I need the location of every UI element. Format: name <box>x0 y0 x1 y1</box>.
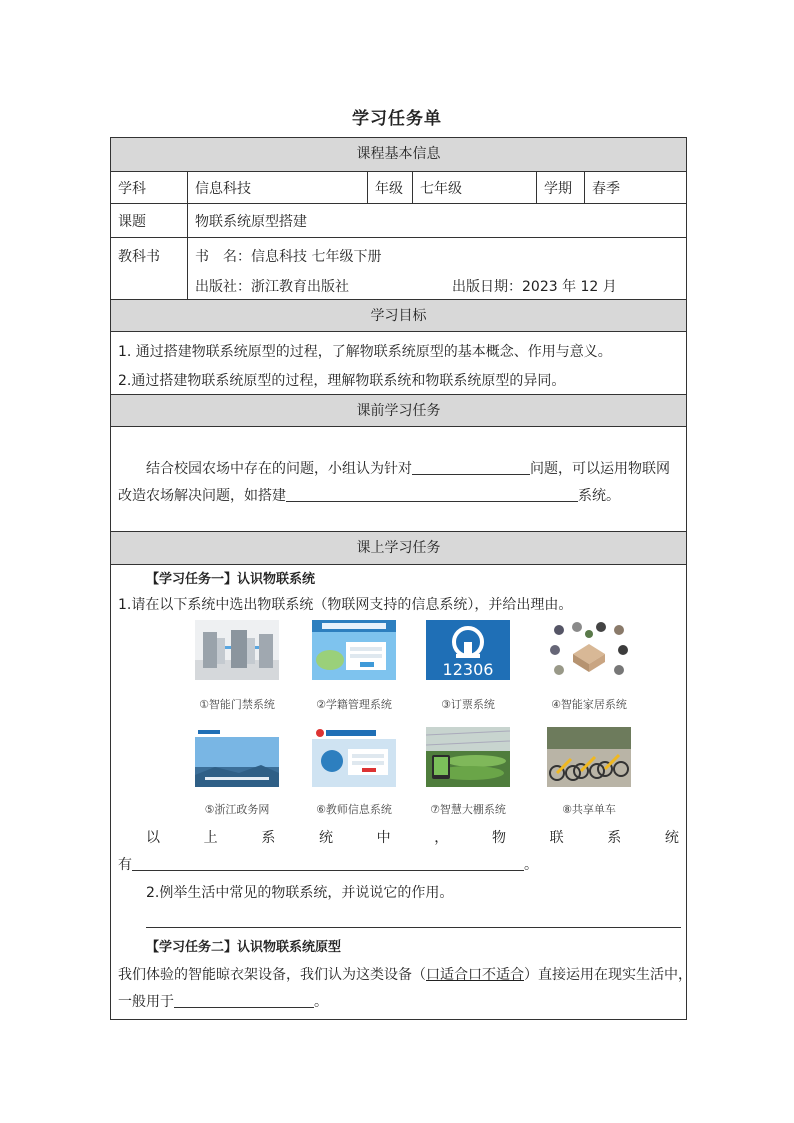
term-value: 春季 <box>584 172 688 203</box>
task1-question: 1.请在以下系统中选出物联系统（物联网支持的信息系统），并给出理由。 <box>118 597 573 613</box>
task1-title: 【学习任务一】认识物联系统 <box>146 572 316 587</box>
caption-teacher-info: ⑥教师信息系统 <box>316 803 392 816</box>
textbook-row <box>111 237 686 299</box>
gate-system-image <box>195 620 279 680</box>
answer-char: 物 <box>491 830 506 846</box>
answer-char: 上 <box>203 830 218 846</box>
example-answer-line[interactable] <box>146 927 681 928</box>
answer-char: 统 <box>318 830 333 846</box>
problem-blank[interactable] <box>412 460 530 475</box>
task-sheet-table <box>110 137 692 1020</box>
answer-char: 联 <box>549 830 564 846</box>
caption-gate: ①智能门禁系统 <box>199 698 275 711</box>
task2-usage-label: 一般用于 <box>118 994 174 1010</box>
task2-line-1 <box>118 964 692 984</box>
task2-text-start: 我们体验的智能晾衣架设备，我们认为这类设备（ <box>118 967 426 983</box>
answer-char: 中 <box>376 830 391 846</box>
subject-value: 信息科技 <box>187 172 367 203</box>
task2-title: 【学习任务二】认识物联系统原型 <box>146 940 342 955</box>
book-name: 书 名：信息科技 七年级下册 <box>195 249 382 265</box>
answer-line-1 <box>146 827 679 847</box>
pre-line-2-start: 改造农场解决问题，如搭建 <box>118 488 286 504</box>
pre-line-1-start: 结合校园农场中存在的问题，小组认为针对 <box>146 461 412 477</box>
caption-shared-bike: ⑧共享单车 <box>562 803 616 816</box>
section-pre-class <box>111 394 686 426</box>
section-goals <box>111 299 686 331</box>
suitability-choice[interactable]: 口适合口不适合 <box>426 967 524 983</box>
ticket-system-image <box>426 620 510 680</box>
publisher: 出版社：浙江教育出版社 <box>195 279 349 295</box>
system-blank[interactable] <box>286 487 578 502</box>
grade-label: 年级 <box>367 172 412 203</box>
iot-systems-blank[interactable] <box>132 856 524 871</box>
answer-char: 系 <box>607 830 622 846</box>
answer-char: 以 <box>146 830 160 846</box>
shared-bike-image <box>547 727 631 787</box>
in-class-body <box>111 564 692 1019</box>
topic-row <box>111 203 686 237</box>
pre-class-body <box>111 426 686 531</box>
caption-gov-portal: ⑤浙江政务网 <box>204 803 270 816</box>
answer-char: ， <box>434 830 449 846</box>
pre-line-1 <box>146 458 670 478</box>
pre-line-1-end: 问题，可以运用物联网 <box>530 461 670 477</box>
section-course-info <box>111 138 686 171</box>
section-in-class-label: 课上学习任务 <box>356 540 441 556</box>
section-in-class <box>111 531 686 564</box>
grade-value: 七年级 <box>412 172 536 203</box>
answer-char: 统 <box>664 830 679 846</box>
task2-text-end: ）直接运用在现实生活中， <box>524 967 692 983</box>
answer-end: 。 <box>524 857 538 873</box>
topic-label: 课题 <box>118 213 146 230</box>
task1-question-2: 2.例举生活中常见的物联系统，并说说它的作用。 <box>146 885 454 901</box>
caption-smart-home: ④智能家居系统 <box>551 698 627 711</box>
caption-ticket: ③订票系统 <box>441 698 495 711</box>
caption-greenhouse: ⑦智慧大棚系统 <box>430 803 506 816</box>
subject-label: 学科 <box>118 180 146 197</box>
section-goals-label: 学习目标 <box>370 308 427 324</box>
pre-line-2 <box>118 485 620 505</box>
gov-portal-image <box>195 727 279 787</box>
usage-blank[interactable] <box>174 993 314 1008</box>
topic-value: 物联系统原型搭建 <box>187 204 688 237</box>
smart-greenhouse-image <box>426 727 510 787</box>
goal-item-2: 2.通过搭建物联系统原型的过程，理解物联系统和物联系统原型的异同。 <box>118 373 566 389</box>
caption-registry: ②学籍管理系统 <box>316 698 392 711</box>
teacher-info-image <box>312 727 396 787</box>
ticket-number: 12306 <box>442 660 494 679</box>
goal-item-1: 1. 通过搭建物联系统原型的过程，了解物联系统原型的基本概念、作用与意义。 <box>118 344 612 360</box>
section-course-info-label: 课程基本信息 <box>356 146 441 162</box>
document-title: 学习任务单 <box>352 109 442 129</box>
section-pre-class-label: 课前学习任务 <box>356 403 441 419</box>
student-registry-image <box>312 620 396 680</box>
answer-you: 有 <box>118 857 132 873</box>
answer-char: 系 <box>261 830 276 846</box>
answer-line-2 <box>118 854 538 874</box>
goals-body <box>111 331 686 394</box>
task2-line-2 <box>118 991 328 1011</box>
publish-date: 出版日期：2023 年 12 月 <box>452 279 617 295</box>
task2-usage-end: 。 <box>314 994 328 1010</box>
textbook-label: 教科书 <box>118 249 160 265</box>
subject-row <box>111 171 686 203</box>
term-label: 学期 <box>536 172 584 203</box>
pre-line-2-end: 系统。 <box>578 488 620 504</box>
textbook-details <box>187 238 688 299</box>
smart-home-image <box>547 620 631 680</box>
